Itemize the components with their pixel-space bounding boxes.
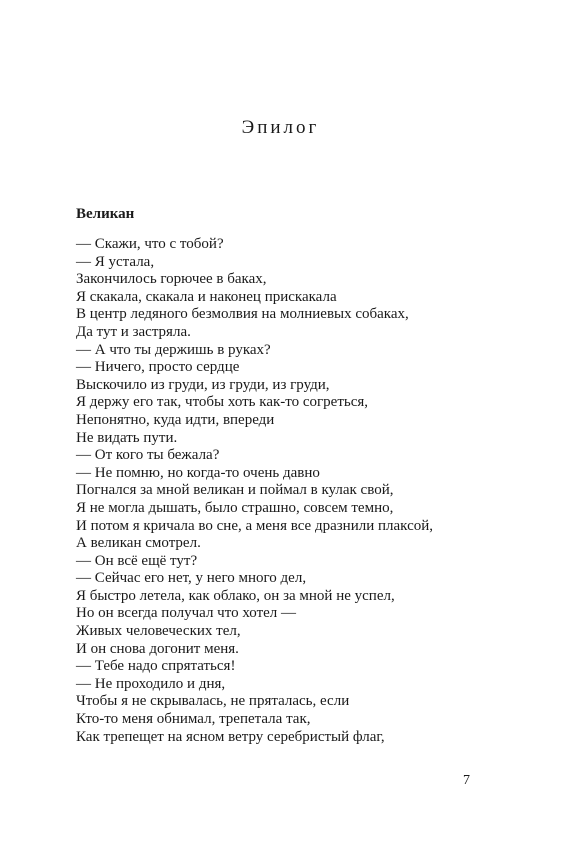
- poem-line: — Скажи, что с тобой?: [76, 236, 224, 252]
- poem-text: [76, 236, 516, 746]
- poem-line: — Он всё ещё тут?: [76, 552, 198, 569]
- poem-line: И потом я кричала во сне, а меня все дразнили плаксой,: [76, 517, 434, 534]
- poem-line: — А что ты держишь в руках?: [76, 341, 271, 358]
- poem-line: Погнался за мной великан и поймал в кулак свой,: [76, 482, 394, 499]
- poem-line: Я не могла дышать, было страшно, совсем темно,: [76, 499, 394, 516]
- poem-line: И он снова догонит меня.: [76, 640, 239, 657]
- poem-line: В центр ледяного безмолвия на молниевых собаках,: [76, 306, 409, 323]
- page-number: 7: [463, 773, 470, 788]
- poem-line: Закончилось горючее в баках,: [76, 271, 267, 288]
- poem-line: — Тебе надо спрятаться!: [76, 658, 236, 675]
- poem-line: Не видать пути.: [76, 429, 178, 446]
- poem-line: — Я устала,: [76, 253, 155, 270]
- poem-line: — Сейчас его нет, у него много дел,: [76, 570, 307, 587]
- poem-line: — Ничего, просто сердце: [76, 359, 240, 376]
- poem-title: Великан: [76, 206, 135, 222]
- poem-line: Да тут и застряла.: [76, 323, 191, 340]
- poem-line: Выскочило из груди, из груди, из груди,: [76, 376, 330, 393]
- poem-line: Я держу его так, чтобы хоть как-то согреться,: [76, 394, 369, 411]
- poem-line: Непонятно, куда идти, впереди: [76, 411, 275, 428]
- poem-line: — От кого ты бежала?: [76, 447, 220, 464]
- poem-line: Я скакала, скакала и наконец прискакала: [76, 288, 337, 305]
- poem-line: Кто-то меня обнимал, трепетала так,: [76, 711, 311, 728]
- poem-line: — Не помню, но когда-то очень давно: [76, 464, 320, 481]
- poem-line: — Не проходило и дня,: [76, 675, 226, 692]
- poem-line: Как трепещет на ясном ветру серебристый флаг,: [76, 728, 385, 745]
- poem-line: Но он всегда получал что хотел —: [76, 605, 297, 622]
- poem-line: Чтобы я не скрывалась, не пряталась, если: [76, 693, 350, 710]
- poem-line: А великан смотрел.: [76, 535, 201, 552]
- poem-line: Я быстро летела, как облако, он за мной не успел,: [76, 587, 395, 604]
- chapter-title: Эпилог: [241, 117, 320, 138]
- poem-line: Живых человеческих тел,: [76, 623, 241, 640]
